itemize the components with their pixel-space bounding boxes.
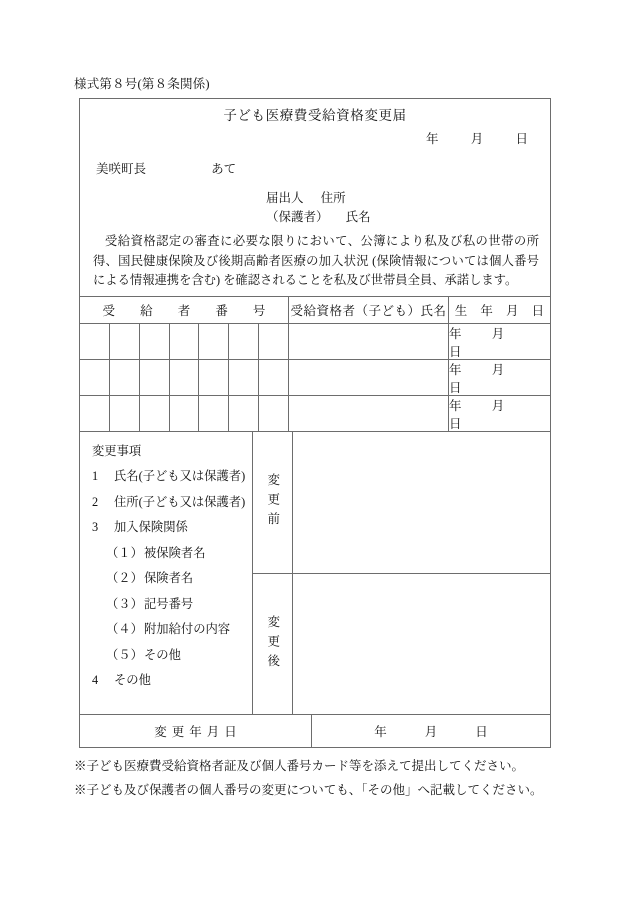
change-item-3-5	[92, 643, 252, 669]
after-change-label: 変更後	[265, 614, 280, 673]
change-item-3-4-label: 附加給付の内容	[144, 622, 231, 636]
number-cell[interactable]	[109, 396, 139, 431]
recipient-number-cells[interactable]	[80, 324, 288, 359]
change-item-3-5-number: （５）	[106, 647, 143, 662]
change-item-1	[92, 464, 252, 490]
birthdate-day: 日	[449, 380, 462, 395]
number-cell[interactable]	[109, 324, 139, 359]
recipient-number-char-4: 号	[252, 304, 266, 318]
recipient-name-field[interactable]	[288, 396, 448, 431]
change-item-3-1-number: （１）	[106, 545, 143, 560]
change-item-1-number: 1	[92, 469, 99, 483]
submitter-address-line	[266, 189, 371, 208]
recipient-number-char-3: 番	[215, 304, 228, 318]
submission-date-month: 月	[470, 132, 484, 146]
footer-note-2: ※子ども及び保護者の個人番号の変更についても、「その他」へ記載してください。	[74, 783, 543, 797]
submission-date-day: 日	[515, 132, 528, 146]
birthdate-day: 日	[449, 416, 462, 431]
number-cell[interactable]	[258, 324, 288, 359]
recipient-number-char-1: 給	[140, 304, 153, 318]
change-item-1-label: 氏名(子ども又は保護者)	[114, 469, 246, 483]
change-item-2-label: 住所(子ども又は保護者)	[114, 494, 246, 509]
recipient-birthdate-header	[448, 297, 550, 323]
change-item-3-3	[92, 592, 252, 618]
number-cell[interactable]	[169, 324, 199, 359]
change-item-3-1-label: 被保険者名	[144, 545, 206, 560]
number-cell[interactable]	[139, 396, 169, 431]
number-cell[interactable]	[139, 324, 169, 359]
main-form-table	[79, 98, 551, 748]
addressee-suffix: あて	[211, 162, 237, 176]
change-date-row	[80, 714, 550, 747]
before-change-entry-field[interactable]	[293, 432, 550, 573]
before-change-label-cell	[253, 432, 292, 573]
change-entry-column	[292, 432, 550, 714]
change-date-field[interactable]	[311, 715, 550, 747]
submission-date-line	[426, 129, 528, 147]
recipient-table	[80, 297, 550, 431]
change-date-year: 年	[374, 725, 387, 739]
change-items-heading: 変更事項	[92, 444, 142, 458]
submitter-name-line	[266, 208, 371, 227]
table-row[interactable]	[80, 323, 550, 359]
submitter-label: 届出人	[266, 191, 304, 205]
form-number-label: 様式第８号(第８条関係)	[74, 77, 210, 91]
number-cell[interactable]	[228, 324, 258, 359]
number-cell[interactable]	[169, 396, 199, 431]
page-title: 子ども医療費受給資格変更届	[223, 108, 407, 123]
change-item-3-4	[92, 617, 252, 643]
recipient-number-header	[80, 297, 288, 323]
change-date-month: 月	[424, 725, 438, 739]
number-cell[interactable]	[139, 360, 169, 395]
table-row[interactable]	[80, 395, 550, 431]
recipient-birthdate-field[interactable]	[448, 360, 550, 395]
footer-notes	[74, 754, 543, 802]
addressee-name: 美咲町長	[96, 162, 147, 176]
change-date-day: 日	[475, 725, 488, 739]
birthdate-ymd	[449, 324, 536, 360]
number-cell[interactable]	[169, 360, 199, 395]
change-item-2-number: 2	[92, 494, 99, 509]
number-cell[interactable]	[109, 360, 139, 395]
change-item-2	[92, 490, 252, 516]
change-date-label: 変更年月日	[154, 725, 242, 739]
table-row[interactable]	[80, 359, 550, 395]
birthdate-ymd	[449, 396, 536, 432]
recipient-birthdate-field[interactable]	[448, 324, 550, 359]
number-cell[interactable]	[228, 396, 258, 431]
change-item-3-2	[92, 566, 252, 592]
guardian-label: （保護者）	[266, 210, 329, 224]
number-cell[interactable]	[258, 360, 288, 395]
birthdate-year: 年	[449, 362, 462, 377]
change-item-3-2-label: 保険者名	[144, 571, 194, 585]
after-change-label-cell	[253, 573, 292, 715]
recipient-number-char-0: 受	[102, 304, 116, 318]
addressee-line	[96, 159, 236, 177]
number-cell[interactable]	[258, 396, 288, 431]
number-cell[interactable]	[198, 396, 228, 431]
recipient-birthdate-field[interactable]	[448, 396, 550, 431]
change-item-3-5-label: その他	[144, 647, 181, 662]
number-cell[interactable]	[198, 324, 228, 359]
recipient-number-cells[interactable]	[80, 360, 288, 395]
number-cell[interactable]	[80, 324, 109, 359]
number-cell[interactable]	[198, 360, 228, 395]
after-change-entry-field[interactable]	[293, 573, 550, 715]
submitter-block	[266, 189, 371, 227]
birthdate-month: 月	[491, 362, 505, 377]
number-cell[interactable]	[80, 360, 109, 395]
recipient-birthdate-header-text: 生 年 月 日	[454, 304, 550, 318]
before-change-label: 変更前	[265, 473, 280, 532]
recipient-name-header: 受給資格者（子ども）氏名	[288, 297, 448, 323]
change-section	[80, 431, 550, 714]
change-item-4-number: 4	[92, 673, 99, 687]
recipient-number-char-2: 者	[177, 304, 191, 318]
footer-note-1: ※子ども医療費受給資格者証及び個人番号カード等を添えて提出してください。	[74, 759, 525, 773]
birthdate-day: 日	[449, 344, 462, 359]
number-cell[interactable]	[228, 360, 258, 395]
change-item-3-3-label: 記号番号	[144, 596, 194, 611]
change-item-3-4-number: （４）	[106, 622, 143, 636]
consent-paragraph: 受給資格認定の審査に必要な限りにおいて、公簿により私及び私の世帯の所得、国民健康保険及び後期高齢者医療の加入状況 (保険情報については個人番号による情報連携を含む) を確認されることを私及び世帯員全員、承諾します。	[93, 234, 539, 287]
change-item-3	[92, 515, 252, 541]
submission-date-year: 年	[425, 132, 439, 146]
change-item-3-number: 3	[92, 520, 99, 534]
birthdate-year: 年	[449, 326, 462, 341]
change-item-3-1	[92, 541, 252, 567]
submitter-name-label: 氏名	[345, 210, 371, 224]
recipient-name-field[interactable]	[288, 360, 448, 395]
change-item-3-label: 加入保険関係	[114, 520, 188, 534]
birthdate-ymd	[449, 360, 536, 396]
number-cell[interactable]	[80, 396, 109, 431]
change-item-4	[92, 668, 252, 694]
change-item-3-2-number: （２）	[106, 571, 143, 585]
preamble-section	[80, 99, 550, 297]
recipient-name-field[interactable]	[288, 324, 448, 359]
change-items-list	[80, 432, 252, 714]
recipient-number-cells[interactable]	[80, 396, 288, 431]
birthdate-month: 月	[491, 398, 505, 413]
change-item-3-3-number: （３）	[106, 596, 143, 611]
change-item-4-label: その他	[114, 673, 151, 687]
before-after-label-column	[252, 432, 292, 714]
submitter-address-label: 住所	[320, 191, 346, 205]
birthdate-year: 年	[449, 398, 462, 413]
recipient-table-header-row	[80, 297, 550, 323]
birthdate-month: 月	[491, 326, 505, 341]
